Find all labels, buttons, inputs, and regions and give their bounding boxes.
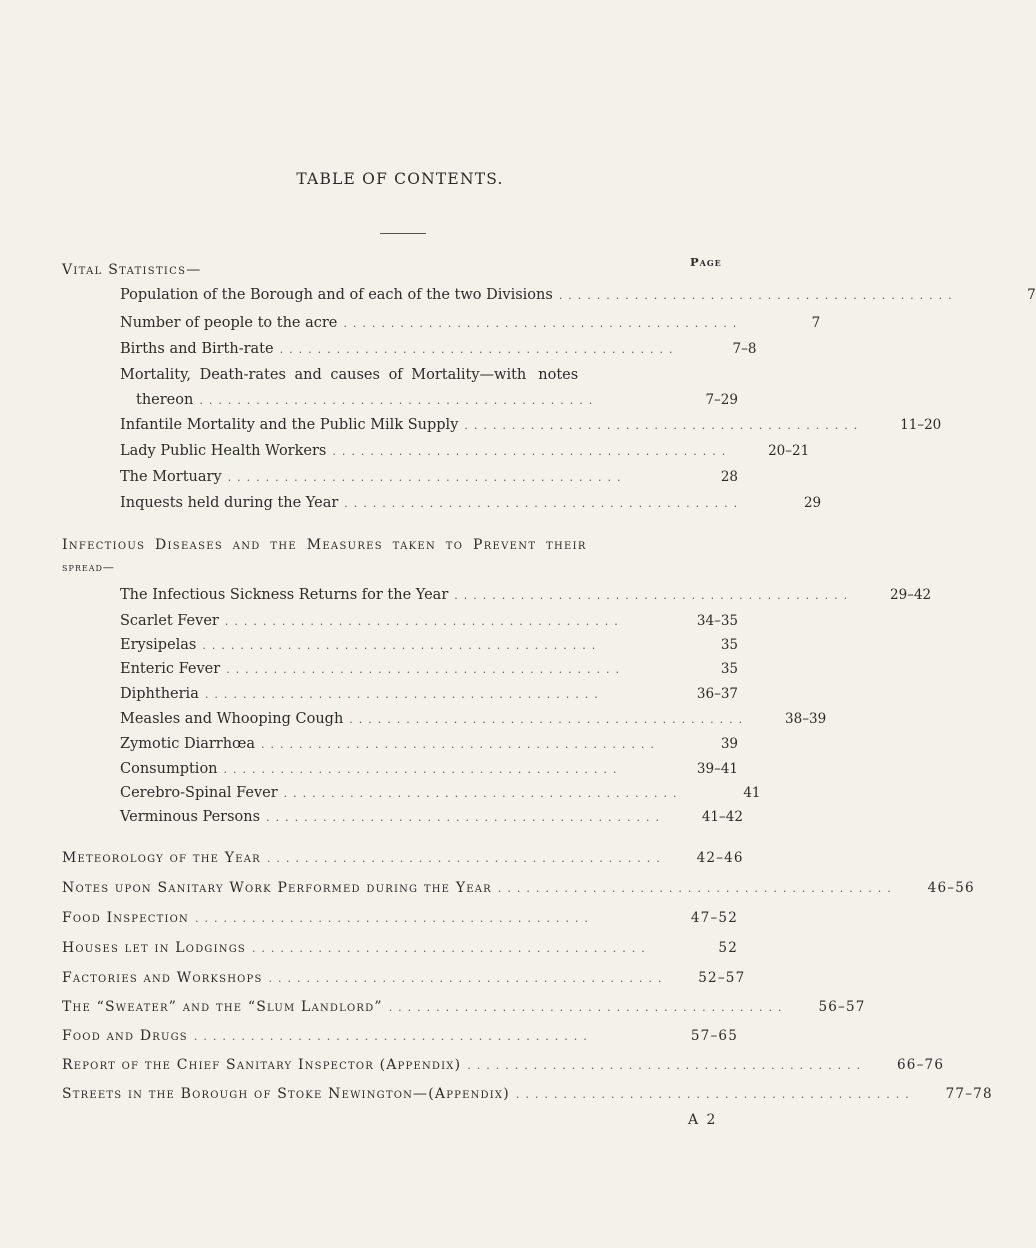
toc-entry-diphtheria[interactable] bbox=[120, 686, 738, 702]
entry-page: 35 bbox=[720, 637, 738, 653]
entry-page: 7–8 bbox=[732, 341, 757, 357]
toc-entry-erysipelas[interactable] bbox=[120, 637, 738, 653]
entry-page: 77–78 bbox=[945, 1086, 993, 1102]
entry-page: 52 bbox=[718, 940, 738, 956]
entry-label: Lady Public Health Workers bbox=[120, 443, 327, 459]
entry-page: 46–56 bbox=[927, 880, 975, 896]
entry-label: Inquests held during the Year bbox=[120, 495, 339, 511]
entry-page: 56–57 bbox=[818, 999, 866, 1015]
leader-dots: .......................................... bbox=[343, 317, 743, 330]
toc-entry-mortality-line2[interactable] bbox=[136, 392, 738, 408]
entry-label: Zymotic Diarrhœa bbox=[120, 736, 256, 752]
entry-label: Cerebro-Spinal Fever bbox=[120, 785, 278, 801]
leader-dots: .......................................... bbox=[388, 1001, 788, 1014]
entry-label: thereon bbox=[136, 392, 194, 408]
entry-label: The Infectious Sickness Returns for the Year bbox=[120, 587, 449, 603]
entry-label: Verminous Persons bbox=[120, 809, 261, 825]
entry-label: The “Sweater” and the “Slum Landlord” bbox=[62, 999, 383, 1015]
entry-page: 20–21 bbox=[768, 443, 810, 459]
entry-page: 35 bbox=[720, 661, 738, 677]
signature-mark: A 2 bbox=[688, 1112, 718, 1128]
divider bbox=[380, 233, 426, 234]
leader-dots: .......................................... bbox=[454, 589, 854, 602]
leader-dots: .......................................... bbox=[349, 713, 749, 726]
leader-dots: .......................................... bbox=[344, 497, 744, 510]
section-heading-infectious-cont: spread— bbox=[62, 561, 115, 574]
toc-entry-streets[interactable] bbox=[62, 1086, 993, 1102]
entry-page: 29–42 bbox=[890, 587, 932, 603]
entry-page: 57–65 bbox=[690, 1028, 738, 1044]
toc-entry-food-inspection[interactable] bbox=[62, 910, 738, 926]
section-heading-vital-statistics: Vital Statistics— bbox=[62, 262, 202, 278]
leader-dots: .......................................... bbox=[224, 615, 624, 628]
entry-label: Diphtheria bbox=[120, 686, 199, 702]
toc-entry-population[interactable] bbox=[120, 287, 1036, 303]
toc-entry-verminous[interactable] bbox=[120, 809, 743, 825]
leader-dots: .......................................... bbox=[332, 445, 732, 458]
entry-label: The Mortuary bbox=[120, 469, 222, 485]
entry-label: Meteorology of the Year bbox=[62, 850, 261, 866]
entry-page: 7 bbox=[811, 315, 821, 331]
leader-dots: .......................................... bbox=[223, 763, 623, 776]
entry-page: 38–39 bbox=[785, 711, 827, 727]
page-column-heading: Page bbox=[690, 255, 722, 269]
leader-dots: .......................................... bbox=[261, 738, 660, 751]
page-title: TABLE OF CONTENTS. bbox=[296, 170, 504, 188]
leader-dots: .......................................... bbox=[202, 639, 602, 652]
leader-dots: .......................................... bbox=[515, 1088, 915, 1101]
leader-dots: .......................................... bbox=[266, 852, 666, 865]
leader-dots: .......................................... bbox=[558, 289, 958, 302]
entry-label-continued: notes bbox=[538, 367, 579, 383]
entry-label: Consumption bbox=[120, 761, 218, 777]
entry-label: Population of the Borough and of each of the two Divisions bbox=[120, 287, 553, 303]
entry-page: 28 bbox=[720, 469, 738, 485]
toc-entry-inquests[interactable] bbox=[120, 495, 822, 511]
entry-label: Houses let in Lodgings bbox=[62, 940, 246, 956]
entry-page: 39–41 bbox=[696, 761, 738, 777]
leader-dots: .......................................... bbox=[193, 1030, 593, 1043]
entry-page: 7–29 bbox=[705, 392, 738, 408]
toc-entry-acre[interactable] bbox=[120, 315, 821, 331]
toc-entry-enteric-fever[interactable] bbox=[120, 661, 738, 677]
entry-label: Infantile Mortality and the Public Milk Supply bbox=[120, 417, 459, 433]
toc-entry-lady-workers[interactable] bbox=[120, 443, 810, 459]
toc-entry-factories[interactable] bbox=[62, 970, 746, 986]
entry-page: 39 bbox=[720, 736, 738, 752]
entry-page: 47–52 bbox=[690, 910, 738, 926]
entry-label: Scarlet Fever bbox=[120, 613, 219, 629]
leader-dots: .......................................... bbox=[464, 419, 864, 432]
leader-dots: .......................................... bbox=[283, 787, 683, 800]
entry-page: 41–42 bbox=[701, 809, 743, 825]
entry-page: 52–57 bbox=[698, 970, 746, 986]
toc-entry-mortuary[interactable] bbox=[120, 469, 738, 485]
entry-label: Births and Birth-rate bbox=[120, 341, 274, 357]
leader-dots: .......................................... bbox=[194, 912, 594, 925]
leader-dots: .......................................... bbox=[251, 942, 651, 955]
entry-page: 66–76 bbox=[897, 1057, 945, 1073]
toc-entry-food-drugs[interactable] bbox=[62, 1028, 738, 1044]
toc-entry-consumption[interactable] bbox=[120, 761, 738, 777]
entry-label: Report of the Chief Sanitary Inspector (Appendix) bbox=[62, 1057, 462, 1073]
leader-dots: .......................................... bbox=[204, 688, 604, 701]
leader-dots: .......................................... bbox=[266, 811, 665, 824]
toc-entry-scarlet-fever[interactable] bbox=[120, 613, 738, 629]
toc-entry-sanitary-notes[interactable] bbox=[62, 880, 975, 896]
entry-label: Food and Drugs bbox=[62, 1028, 188, 1044]
toc-entry-cerebro-spinal[interactable] bbox=[120, 785, 761, 801]
entry-label: Food Inspection bbox=[62, 910, 189, 926]
entry-page: 7 bbox=[1027, 287, 1036, 303]
leader-dots: .......................................... bbox=[268, 972, 668, 985]
leader-dots: .......................................... bbox=[227, 471, 627, 484]
entry-page: 41 bbox=[743, 785, 761, 801]
entry-label: Measles and Whooping Cough bbox=[120, 711, 344, 727]
toc-entry-mortality-line1[interactable] bbox=[120, 367, 738, 383]
leader-dots: .......................................... bbox=[497, 882, 897, 895]
entry-label: Notes upon Sanitary Work Performed during the Year bbox=[62, 880, 492, 896]
toc-entry-returns[interactable] bbox=[120, 587, 932, 603]
toc-entry-houses-lodgings[interactable] bbox=[62, 940, 738, 956]
entry-page: 34–35 bbox=[696, 613, 738, 629]
leader-dots: .......................................... bbox=[467, 1059, 867, 1072]
entry-label: Streets in the Borough of Stoke Newington—(Appendix) bbox=[62, 1086, 510, 1102]
toc-entry-infantile[interactable] bbox=[120, 417, 942, 433]
leader-dots: .......................................... bbox=[279, 343, 679, 356]
leader-dots: .......................................... bbox=[199, 394, 599, 407]
entry-page: 36–37 bbox=[696, 686, 738, 702]
entry-page: 29 bbox=[803, 495, 822, 511]
entry-page: 42–46 bbox=[696, 850, 744, 866]
toc-entry-births[interactable] bbox=[120, 341, 757, 357]
entry-label: Enteric Fever bbox=[120, 661, 221, 677]
toc-entry-zymotic[interactable] bbox=[120, 736, 738, 752]
entry-label: Number of people to the acre bbox=[120, 315, 338, 331]
entry-page: 11–20 bbox=[900, 417, 942, 433]
entry-label: Erysipelas bbox=[120, 637, 197, 653]
toc-entry-sweater[interactable] bbox=[62, 999, 866, 1015]
toc-entry-chief-inspector-report[interactable] bbox=[62, 1057, 945, 1073]
section-heading-infectious: Infectious Diseases and the Measures taken to Prevent their bbox=[62, 537, 587, 553]
toc-entry-meteorology[interactable] bbox=[62, 850, 744, 866]
toc-entry-measles[interactable] bbox=[120, 711, 827, 727]
entry-label: Mortality, Death-rates and causes of Mortality—with bbox=[120, 367, 527, 383]
leader-dots: .......................................... bbox=[226, 663, 626, 676]
entry-label: Factories and Workshops bbox=[62, 970, 263, 986]
